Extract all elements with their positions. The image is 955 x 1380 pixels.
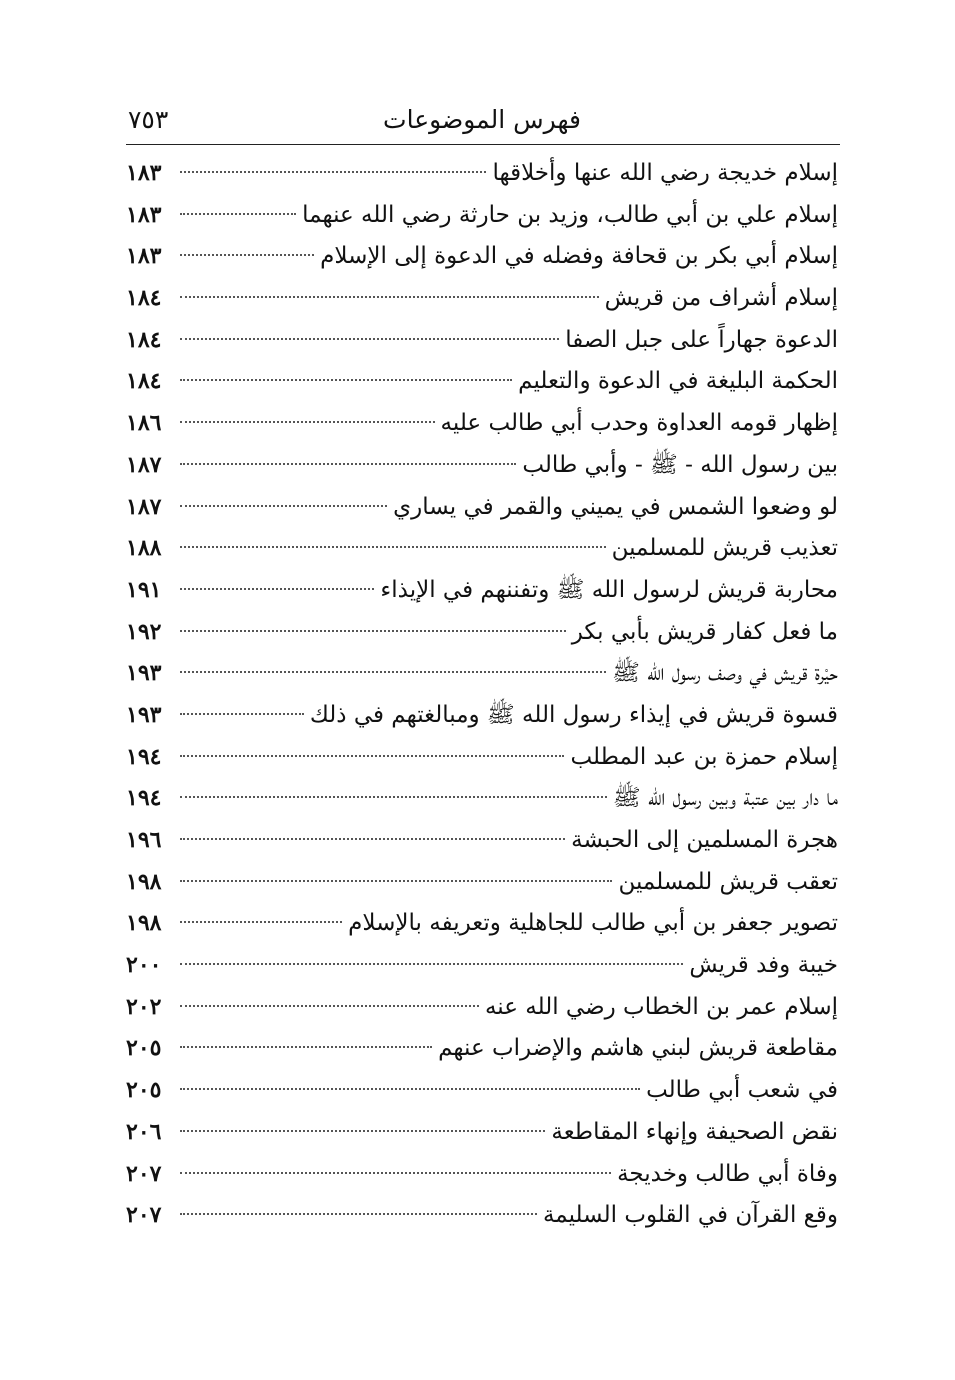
page-header bbox=[126, 100, 838, 140]
toc-dot-leader bbox=[180, 546, 606, 548]
toc-entry bbox=[126, 1112, 838, 1154]
toc-entry-page: ١٨٦ bbox=[126, 410, 162, 437]
toc-entry-title: وقع القرآن في القلوب السليمة bbox=[542, 1202, 838, 1229]
toc-entry-title: إسلام أبي بكر بن قحافة وفضله في الدعوة إلى الإسلام bbox=[320, 243, 838, 270]
toc-entry-page: ١٨٤ bbox=[126, 326, 162, 353]
toc-entry bbox=[126, 445, 838, 487]
toc-dot-leader bbox=[180, 1005, 479, 1007]
toc-entry bbox=[126, 653, 838, 695]
toc-entry-page: ٢٠٦ bbox=[126, 1118, 162, 1145]
toc-dot-leader bbox=[180, 463, 516, 465]
toc-entry bbox=[126, 778, 838, 820]
toc-entry-page: ١٩٢ bbox=[126, 618, 162, 645]
toc-dot-leader bbox=[180, 1130, 545, 1132]
toc-entry-page: ٢٠٥ bbox=[126, 1035, 162, 1062]
toc-dot-leader bbox=[180, 880, 612, 882]
toc-entry-page: ٢٠٥ bbox=[126, 1077, 162, 1104]
toc-dot-leader bbox=[180, 630, 566, 632]
toc-entry-page: ١٨٨ bbox=[126, 535, 162, 562]
toc-dot-leader bbox=[180, 921, 342, 923]
toc-entry-title: إسلام حمزة بن عبد المطلب bbox=[570, 743, 838, 770]
toc-entry bbox=[126, 862, 838, 904]
toc-entry-title: إظهار قومه العداوة وحدب أبي طالب عليه bbox=[440, 410, 838, 437]
toc-entry bbox=[126, 1154, 838, 1196]
toc-entry-title: تعذيب قريش للمسلمين bbox=[611, 535, 838, 562]
toc-entry-title: نقض الصحيفة وإنهاء المقاطعة bbox=[551, 1118, 838, 1145]
toc-entry bbox=[126, 820, 838, 862]
toc-entry-title: لو وضعوا الشمس في يميني والقمر في يساري bbox=[393, 493, 838, 520]
toc-dot-leader bbox=[180, 713, 304, 715]
toc-entry-title: تصوير جعفر بن أبي طالب للجاهلية وتعريفه بالإسلام bbox=[348, 910, 838, 937]
toc-entry-page: ١٨٤ bbox=[126, 285, 162, 312]
toc-entry-title: إسلام عمر بن الخطاب رضي الله عنه bbox=[484, 993, 838, 1020]
toc-entry-title: هجرة المسلمين إلى الحبشة bbox=[571, 827, 838, 853]
toc-entry-title: مقاطعة قريش لبني هاشم والإضراب عنهم bbox=[438, 1035, 838, 1062]
toc-entry-title: إسلام أشراف من قريش bbox=[604, 285, 838, 312]
toc-entry bbox=[126, 320, 838, 362]
toc-entry bbox=[126, 903, 838, 945]
toc-entry-title: حيْرة قريش في وصف رسول الله ﷺ bbox=[612, 660, 838, 687]
toc-dot-leader bbox=[180, 1172, 611, 1174]
toc-entry bbox=[126, 1070, 838, 1112]
toc-entry-page: ١٩١ bbox=[126, 576, 162, 603]
toc-entry bbox=[126, 695, 838, 737]
toc-dot-leader bbox=[180, 171, 486, 173]
toc-entry-title: خيبة وفد قريش bbox=[689, 952, 838, 979]
page-title: فهرس الموضوعات bbox=[383, 105, 581, 134]
toc-entry-page: ٢٠٢ bbox=[126, 993, 162, 1020]
toc-entry-title: تعقب قريش للمسلمين bbox=[618, 868, 838, 895]
toc-dot-leader bbox=[180, 963, 683, 965]
toc-entry-title: بين رسول الله - ﷺ - وأبي طالب bbox=[522, 451, 838, 478]
toc-entry bbox=[126, 945, 838, 987]
toc-entry-page: ١٨٧ bbox=[126, 493, 162, 520]
toc-dot-leader bbox=[180, 254, 314, 256]
toc-entry bbox=[126, 278, 838, 320]
toc-entry bbox=[126, 737, 838, 779]
toc-entry-page: ٢٠٧ bbox=[126, 1160, 162, 1187]
toc-entry bbox=[126, 1195, 838, 1237]
header-divider bbox=[126, 144, 840, 145]
toc-entry-title: الدعوة جهاراً على جبل الصفا bbox=[565, 326, 838, 353]
toc-entry-page: ١٩٣ bbox=[126, 660, 162, 687]
toc-entry bbox=[126, 153, 838, 195]
toc-entry bbox=[126, 403, 838, 445]
toc-dot-leader bbox=[180, 671, 606, 673]
toc-entry-page: ٢٠٧ bbox=[126, 1202, 162, 1229]
toc-entry-title: ما دار بين عتبة وبين رسول الله ﷺ bbox=[612, 785, 838, 812]
toc-dot-leader bbox=[180, 338, 559, 340]
toc-entry-page: ٢٠٠ bbox=[126, 952, 162, 979]
toc-entry-title: إسلام خديجة رضي الله عنها وأخلاقها bbox=[492, 160, 838, 186]
toc-entry-title: قسوة قريش في إيذاء رسول الله ﷺ ومبالغتهم في ذلك bbox=[309, 701, 838, 728]
toc-entry bbox=[126, 361, 838, 403]
toc-entry bbox=[126, 195, 838, 237]
toc-entry bbox=[126, 1028, 838, 1070]
toc-dot-leader bbox=[180, 1046, 432, 1048]
toc-entry-page: ١٩٤ bbox=[126, 785, 162, 812]
toc-dot-leader bbox=[180, 505, 387, 507]
toc-entry-page: ١٨٣ bbox=[126, 201, 162, 228]
toc-dot-leader bbox=[180, 213, 296, 215]
toc-dot-leader bbox=[180, 296, 599, 298]
toc-dot-leader bbox=[180, 796, 607, 798]
toc-entry-page: ١٨٧ bbox=[126, 451, 162, 478]
toc-entry-page: ١٨٤ bbox=[126, 368, 162, 395]
toc-entry-page: ١٩٣ bbox=[126, 701, 162, 728]
page-number: ٧٥٣ bbox=[128, 105, 169, 134]
toc-dot-leader bbox=[180, 838, 565, 840]
toc-dot-leader bbox=[180, 755, 564, 757]
toc-entry bbox=[126, 236, 838, 278]
toc-entry-page: ١٩٨ bbox=[126, 868, 162, 895]
toc-entry-page: ١٩٨ bbox=[126, 910, 162, 937]
toc-entry-title: ما فعل كفار قريش بأبي بكر bbox=[571, 618, 838, 645]
toc-entry-title: وفاة أبي طالب وخديجة bbox=[617, 1160, 838, 1187]
toc-entry bbox=[126, 487, 838, 529]
toc-entry bbox=[126, 987, 838, 1029]
toc-entry bbox=[126, 612, 838, 654]
toc-entry-page: ١٩٤ bbox=[126, 743, 162, 770]
toc-dot-leader bbox=[180, 421, 435, 423]
table-of-contents bbox=[126, 153, 838, 1237]
toc-entry-page: ١٩٦ bbox=[126, 827, 162, 853]
toc-entry-title: في شعب أبي طالب bbox=[646, 1077, 838, 1104]
toc-entry bbox=[126, 570, 838, 612]
toc-dot-leader bbox=[180, 1213, 537, 1215]
toc-entry-title: الحكمة البليغة في الدعوة والتعليم bbox=[518, 368, 838, 395]
toc-dot-leader bbox=[180, 588, 374, 590]
toc-entry-title: محاربة قريش لرسول الله ﷺ وتفننهم في الإيذاء bbox=[380, 576, 838, 603]
toc-entry-page: ١٨٣ bbox=[126, 243, 162, 270]
toc-dot-leader bbox=[180, 379, 512, 381]
toc-entry-title: إسلام علي بن أبي طالب، وزيد بن حارثة رضي الله عنهما bbox=[302, 201, 838, 228]
toc-entry bbox=[126, 528, 838, 570]
toc-entry-page: ١٨٣ bbox=[126, 160, 162, 186]
toc-dot-leader bbox=[180, 1088, 640, 1090]
